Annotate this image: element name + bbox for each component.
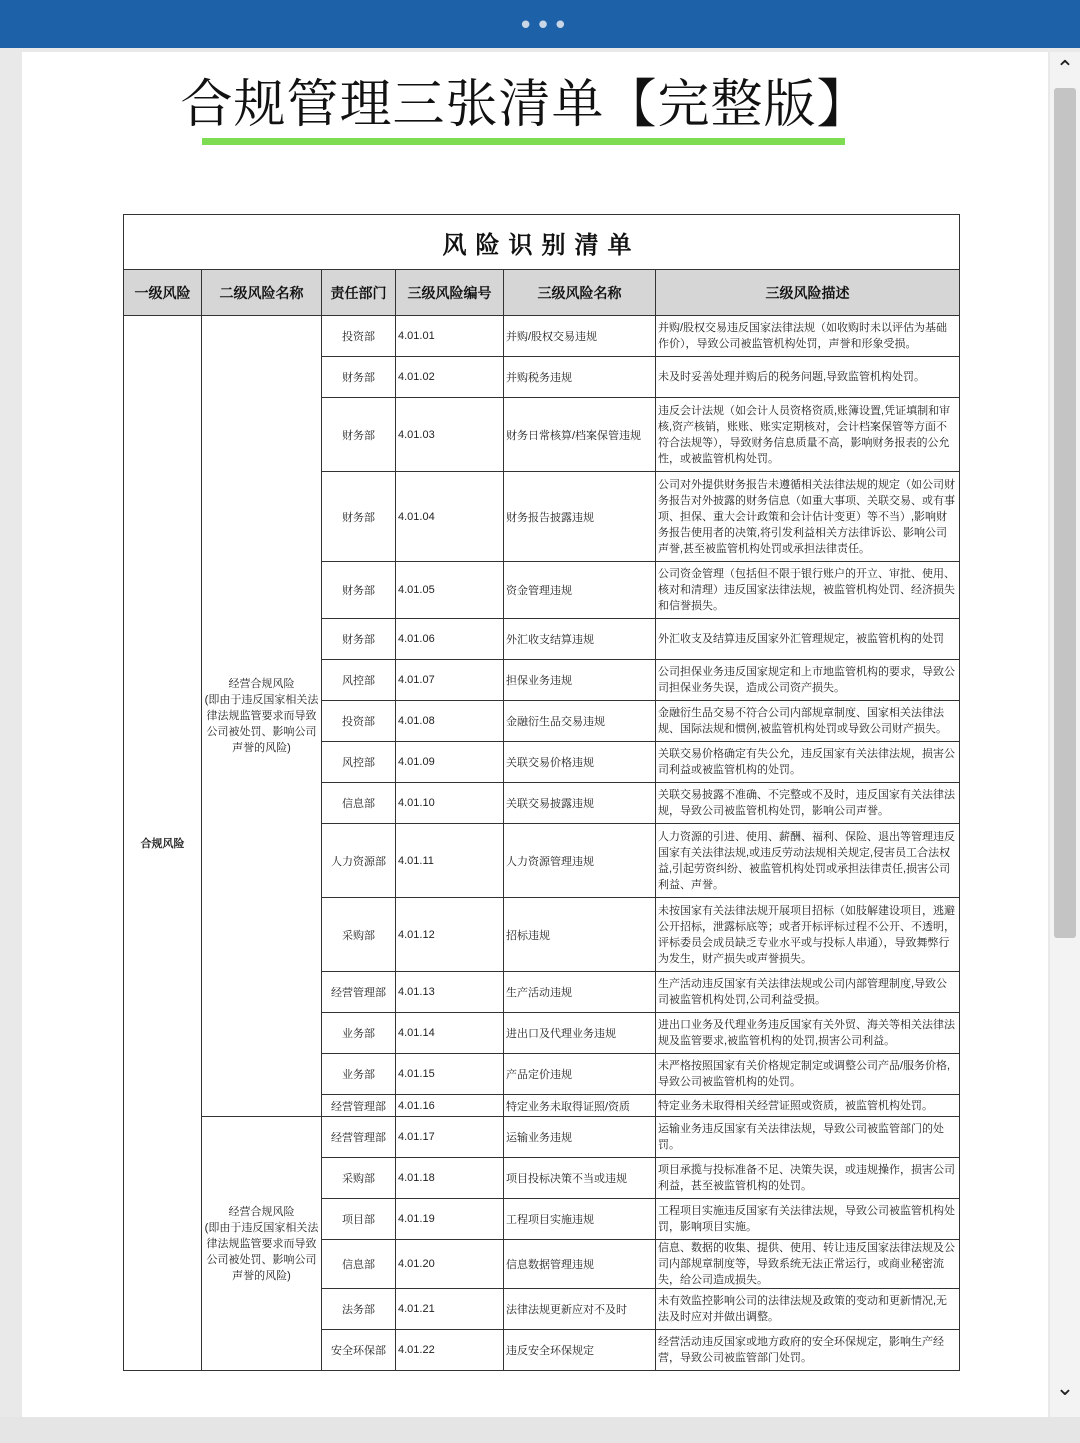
department-cell: 经营管理部 <box>322 972 396 1013</box>
risk-name-cell: 产品定价违规 <box>504 1054 656 1095</box>
risk-code-cell: 4.01.11 <box>396 824 504 898</box>
risk-code-cell: 4.01.19 <box>396 1199 504 1240</box>
risk-code-cell: 4.01.03 <box>396 398 504 472</box>
bottom-bar <box>0 1417 1080 1443</box>
table-row <box>124 1117 960 1158</box>
risk-name-cell: 金融衍生品交易违规 <box>504 701 656 742</box>
risk-code-cell: 4.01.07 <box>396 660 504 701</box>
risk-code-cell: 4.01.01 <box>396 316 504 357</box>
risk-code-cell: 4.01.10 <box>396 783 504 824</box>
department-cell: 经营管理部 <box>322 1117 396 1158</box>
table-header-row <box>124 270 960 316</box>
risk-code-cell: 4.01.22 <box>396 1330 504 1371</box>
department-cell: 业务部 <box>322 1013 396 1054</box>
department-cell: 风控部 <box>322 660 396 701</box>
risk-description-cell: 项目承揽与投标准备不足、决策失误，或违规操作，损害公司利益，甚至被监管机构的处罚。 <box>656 1158 960 1199</box>
risk-description-cell: 并购/股权交易违反国家法律法规（如收购时未以评估为基础作价），导致公司被监管机构处罚，声誉和形象受损。 <box>656 316 960 357</box>
risk-code-cell: 4.01.06 <box>396 619 504 660</box>
risk-name-cell: 关联交易价格违规 <box>504 742 656 783</box>
title-underline <box>202 138 845 145</box>
risk-code-cell: 4.01.08 <box>396 701 504 742</box>
table-caption: 风险识别清单 <box>124 215 960 270</box>
risk-name-cell: 运输业务违规 <box>504 1117 656 1158</box>
risk-description-cell: 未按国家有关法律法规开展项目招标（如肢解建设项目，逃避公开招标，泄露标底等；或者开标评标过程不公开、不透明，评标委员会成员缺乏专业水平或与投标人串通），导致舞弊行为发生，财产损失或声誉损失。 <box>656 898 960 972</box>
column-header: 三级风险编号 <box>396 270 504 316</box>
department-cell: 财务部 <box>322 398 396 472</box>
vertical-scrollbar[interactable] <box>1050 52 1080 1417</box>
risk-name-cell: 进出口及代理业务违规 <box>504 1013 656 1054</box>
column-header: 一级风险 <box>124 270 202 316</box>
risk-code-cell: 4.01.04 <box>396 472 504 562</box>
department-cell: 项目部 <box>322 1199 396 1240</box>
risk-code-cell: 4.01.05 <box>396 562 504 619</box>
risk-code-cell: 4.01.09 <box>396 742 504 783</box>
column-header: 二级风险名称 <box>202 270 322 316</box>
risk-description-cell: 未严格按照国家有关价格规定制定或调整公司产品/服务价格,导致公司被监管机构的处罚。 <box>656 1054 960 1095</box>
risk-code-cell: 4.01.17 <box>396 1117 504 1158</box>
risk-name-cell: 项目投标决策不当或违规 <box>504 1158 656 1199</box>
risk-code-cell: 4.01.02 <box>396 357 504 398</box>
risk-code-cell: 4.01.12 <box>396 898 504 972</box>
chevron-down-icon[interactable]: ⌄ <box>1055 1376 1075 1401</box>
department-cell: 安全环保部 <box>322 1330 396 1371</box>
risk-description-cell: 进出口业务及代理业务违反国家有关外贸、海关等相关法律法规及监管要求,被监管机构的处罚,损害公司利益。 <box>656 1013 960 1054</box>
risk-name-cell: 违反安全环保规定 <box>504 1330 656 1371</box>
level1-risk-cell: 合规风险 <box>124 316 202 1371</box>
risk-name-cell: 财务日常核算/档案保管违规 <box>504 398 656 472</box>
scrollbar-thumb[interactable] <box>1054 88 1076 938</box>
risk-description-cell: 违反会计法规（如会计人员资格资质,账簿设置,凭证填制和审核,资产核销，账账、账实定期核对，会计档案保管等方面不符合法规等），导致财务信息质量不高，影响财务报表的公允性，或被监管机构处罚。 <box>656 398 960 472</box>
risk-name-cell: 生产活动违规 <box>504 972 656 1013</box>
risk-description-cell: 公司担保业务违反国家规定和上市地监管机构的要求，导致公司担保业务失误，造成公司资产损失。 <box>656 660 960 701</box>
department-cell: 风控部 <box>322 742 396 783</box>
department-cell: 信息部 <box>322 783 396 824</box>
department-cell: 投资部 <box>322 701 396 742</box>
department-cell: 经营管理部 <box>322 1095 396 1117</box>
risk-name-cell: 并购/股权交易违规 <box>504 316 656 357</box>
risk-code-cell: 4.01.13 <box>396 972 504 1013</box>
department-cell: 财务部 <box>322 357 396 398</box>
department-cell: 法务部 <box>322 1289 396 1330</box>
risk-description-cell: 特定业务未取得相关经营证照或资质，被监管机构处罚。 <box>656 1095 960 1117</box>
table-body <box>124 316 960 1371</box>
column-header: 三级风险描述 <box>656 270 960 316</box>
risk-description-cell: 公司资金管理（包括但不限于银行账户的开立、审批、使用、核对和清理）违反国家法律法规，被监管机构处罚、经济损失和信誉损失。 <box>656 562 960 619</box>
department-cell: 投资部 <box>322 316 396 357</box>
risk-description-cell: 外汇收支及结算违反国家外汇管理规定，被监管机构的处罚 <box>656 619 960 660</box>
department-cell: 财务部 <box>322 619 396 660</box>
risk-name-cell: 信息数据管理违规 <box>504 1240 656 1289</box>
department-cell: 采购部 <box>322 1158 396 1199</box>
level2-risk-cell: 经营合规风险 (即由于违反国家相关法律法规监管要求而导致公司被处罚、影响公司声誉的风险) <box>202 1117 322 1371</box>
risk-name-cell: 法律法规更新应对不及时 <box>504 1289 656 1330</box>
risk-name-cell: 财务报告披露违规 <box>504 472 656 562</box>
risk-code-cell: 4.01.20 <box>396 1240 504 1289</box>
risk-code-cell: 4.01.21 <box>396 1289 504 1330</box>
risk-description-cell: 未有效监控影响公司的法律法规及政策的变动和更新情况,无法及时应对并做出调整。 <box>656 1289 960 1330</box>
risk-name-cell: 担保业务违规 <box>504 660 656 701</box>
top-bar <box>0 0 1080 48</box>
risk-name-cell: 特定业务未取得证照/资质 <box>504 1095 656 1117</box>
department-cell: 财务部 <box>322 562 396 619</box>
department-cell: 采购部 <box>322 898 396 972</box>
column-header: 责任部门 <box>322 270 396 316</box>
risk-name-cell: 外汇收支结算违规 <box>504 619 656 660</box>
risk-description-cell: 人力资源的引进、使用、薪酬、福利、保险、退出等管理违反国家有关法律法规,或违反劳动法规相关规定,侵害员工合法权益,引起劳资纠纷、被监管机构处罚或承担法律责任,损害公司利益、声誉。 <box>656 824 960 898</box>
department-cell: 信息部 <box>322 1240 396 1289</box>
risk-name-cell: 资金管理违规 <box>504 562 656 619</box>
risk-description-cell: 公司对外提供财务报告未遵循相关法律法规的规定（如公司财务报告对外披露的财务信息（如重大事项、关联交易、或有事项、担保、重大会计政策和会计估计变更）等不当）,影响财务报告使用者的决策,将引发利益相关方法律诉讼、影响公司声誉,甚至被监管机构处罚或承担法律责任。 <box>656 472 960 562</box>
risk-description-cell: 经营活动违反国家或地方政府的安全环保规定，影响生产经营，导致公司被监管部门处罚。 <box>656 1330 960 1371</box>
risk-name-cell: 并购税务违规 <box>504 357 656 398</box>
risk-description-cell: 工程项目实施违反国家有关法律法规，导致公司被监管机构处罚，影响项目实施。 <box>656 1199 960 1240</box>
department-cell: 财务部 <box>322 472 396 562</box>
risk-description-cell: 关联交易披露不准确、不完整或不及时，违反国家有关法律法规，导致公司被监管机构处罚，影响公司声誉。 <box>656 783 960 824</box>
risk-description-cell: 运输业务违反国家有关法律法规，导致公司被监管部门的处罚。 <box>656 1117 960 1158</box>
risk-description-cell: 金融衍生品交易不符合公司内部规章制度、国家相关法律法规、国际法规和惯例,被监管机构处罚或导致公司财产损失。 <box>656 701 960 742</box>
risk-name-cell: 招标违规 <box>504 898 656 972</box>
risk-name-cell: 关联交易披露违规 <box>504 783 656 824</box>
risk-description-cell: 未及时妥善处理并购后的税务问题,导致监管机构处罚。 <box>656 357 960 398</box>
chevron-up-icon[interactable]: ⌃ <box>1055 57 1075 82</box>
department-cell: 人力资源部 <box>322 824 396 898</box>
risk-description-cell: 关联交易价格确定有失公允，违反国家有关法律法规，损害公司利益或被监管机构的处罚。 <box>656 742 960 783</box>
more-menu-icon[interactable]: ••• <box>518 11 571 41</box>
risk-code-cell: 4.01.18 <box>396 1158 504 1199</box>
risk-code-cell: 4.01.15 <box>396 1054 504 1095</box>
column-header: 三级风险名称 <box>504 270 656 316</box>
document-title: 合规管理三张清单【完整版】 <box>180 75 870 135</box>
department-cell: 业务部 <box>322 1054 396 1095</box>
risk-name-cell: 人力资源管理违规 <box>504 824 656 898</box>
risk-identification-table <box>123 214 960 1371</box>
risk-name-cell: 工程项目实施违规 <box>504 1199 656 1240</box>
table-row <box>124 316 960 357</box>
risk-description-cell: 生产活动违反国家有关法律法规或公司内部管理制度,导致公司被监管机构处罚,公司利益受损。 <box>656 972 960 1013</box>
risk-description-cell: 信息、数据的收集、提供、使用、转让违反国家法律法规及公司内部规章制度等，导致系统无法正常运行，或商业秘密流失，给公司造成损失。 <box>656 1240 960 1289</box>
risk-code-cell: 4.01.14 <box>396 1013 504 1054</box>
level2-risk-cell: 经营合规风险 (即由于违反国家相关法律法规监管要求而导致公司被处罚、影响公司声誉的风险) <box>202 316 322 1117</box>
risk-code-cell: 4.01.16 <box>396 1095 504 1117</box>
